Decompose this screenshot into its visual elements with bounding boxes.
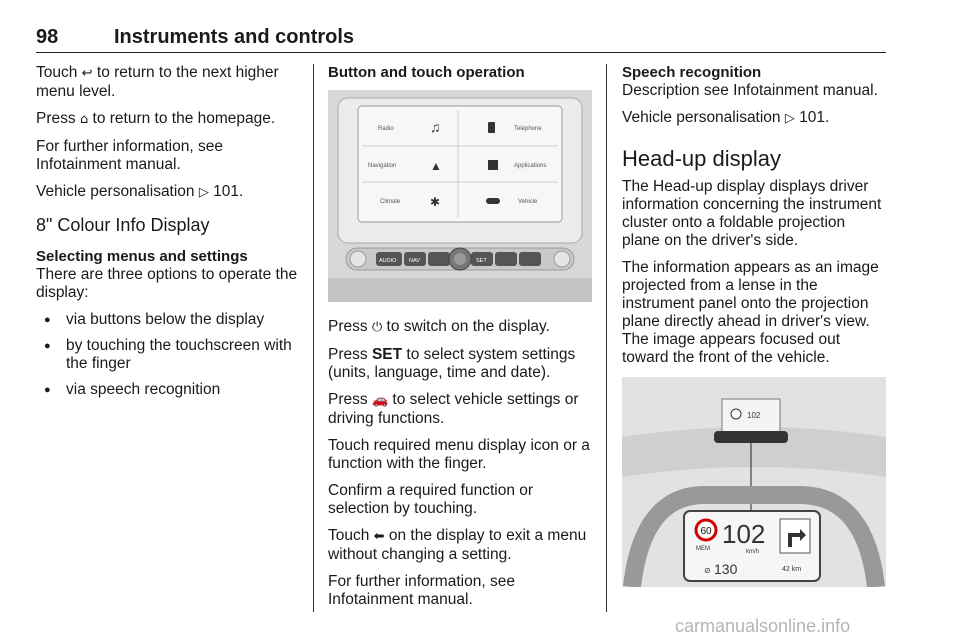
subheading: Speech recognition — [622, 64, 762, 81]
menu-applications: Applications — [514, 163, 547, 169]
bullet-list — [36, 311, 300, 399]
music-icon: ♫ — [430, 119, 441, 135]
column-divider — [606, 64, 607, 612]
subheading: Selecting menus and settings — [36, 248, 248, 265]
mem-label: MEM — [696, 546, 710, 552]
menu-navigation: Navigation — [368, 163, 397, 169]
paragraph: Confirm a required function or selection by touching. — [328, 482, 534, 517]
hud-unit: km/h — [746, 549, 760, 555]
paragraph: Press ⌂ to return to the homepage. — [36, 110, 276, 127]
paragraph: Press 🚗 to select vehicle settings or driving functions. — [328, 391, 579, 427]
paragraph: The information appears as an image projected from a lense in the instrument panel onto the projection plane directly ahead in driver's view. The image appears focused out toward the front of the vehicle. — [622, 259, 879, 366]
paragraph: For further information, see Infotainment manual. — [328, 573, 515, 608]
menu-radio: Radio — [378, 126, 394, 132]
paragraph: For further information, see Infotainment manual. — [36, 138, 223, 173]
audio-button-label: AUDIO — [379, 258, 397, 264]
page-title: Instruments and controls — [114, 26, 355, 48]
column-divider — [313, 64, 314, 612]
distance-label: 42 km — [782, 566, 802, 573]
speed-limit-value: 60 — [700, 526, 712, 537]
back-arrow-icon: ↩ — [81, 66, 93, 81]
page-header — [36, 26, 886, 50]
header-rule — [36, 52, 886, 53]
column-1 — [36, 64, 300, 407]
climate-icon: ✱ — [430, 195, 441, 209]
cross-reference: Vehicle personalisation ▷ 101. — [622, 109, 830, 126]
paragraph: The Head-up display displays driver information concerning the instrument cluster onto a foldable projection plane on the driver's side. — [622, 178, 882, 249]
vehicle-icon — [486, 198, 500, 204]
list-item: ● by touching the touchscreen with the finger — [36, 337, 300, 373]
column-3 — [622, 64, 886, 587]
paragraph: Touch ↩ to return to the next higher menu level. — [36, 64, 279, 100]
cruise-speed: 130 — [714, 561, 738, 577]
list-item: ● via buttons below the display — [36, 311, 300, 329]
power-icon: ⏻ — [371, 320, 383, 335]
home-icon: ⌂ — [79, 112, 89, 127]
page-ref-icon: ▷ — [198, 185, 209, 200]
set-button-label: SET — [476, 258, 487, 264]
menu-vehicle: Vehicle — [518, 199, 538, 205]
back-icon: ⬅ — [373, 529, 385, 544]
page-number: 98 — [36, 26, 59, 48]
navigation-icon: ▲ — [430, 159, 442, 173]
list-item: ● via speech recognition — [36, 381, 300, 399]
hud-small-speed: 102 — [747, 411, 761, 420]
cruise-icon: ⊘ — [704, 566, 711, 575]
menu-climate: Climate — [380, 199, 401, 205]
info-display-illustration — [328, 90, 592, 302]
subheading: Button and touch operation — [328, 64, 525, 81]
vehicle-icon: 🚗 — [371, 393, 389, 408]
hud-speed: 102 — [722, 519, 766, 549]
column-2 — [328, 64, 592, 618]
watermark: carmanualsonline.info — [675, 616, 851, 636]
paragraph: Press ⏻ to switch on the display. — [328, 318, 550, 335]
paragraph: Touch ⬅ on the display to exit a menu without changing a setting. — [328, 527, 587, 563]
nav-button-label: NAV — [409, 258, 420, 264]
paragraph: There are three options to operate the display: — [36, 266, 298, 301]
applications-icon — [488, 160, 498, 170]
section-heading: 8" Colour Info Display — [36, 215, 210, 235]
menu-telephone: Telephone — [514, 126, 542, 132]
phone-icon — [488, 122, 495, 133]
section-heading: Head-up display — [622, 146, 781, 171]
paragraph: Description see Infotainment manual. — [622, 82, 878, 99]
page-ref-icon: ▷ — [784, 111, 795, 126]
paragraph: Touch required menu display icon or a function with the finger. — [328, 437, 590, 472]
cross-reference: Vehicle personalisation ▷ 101. — [36, 183, 244, 200]
paragraph: Press SET to select system settings (units, language, time and date). — [328, 346, 576, 381]
head-up-display-illustration — [622, 377, 886, 587]
